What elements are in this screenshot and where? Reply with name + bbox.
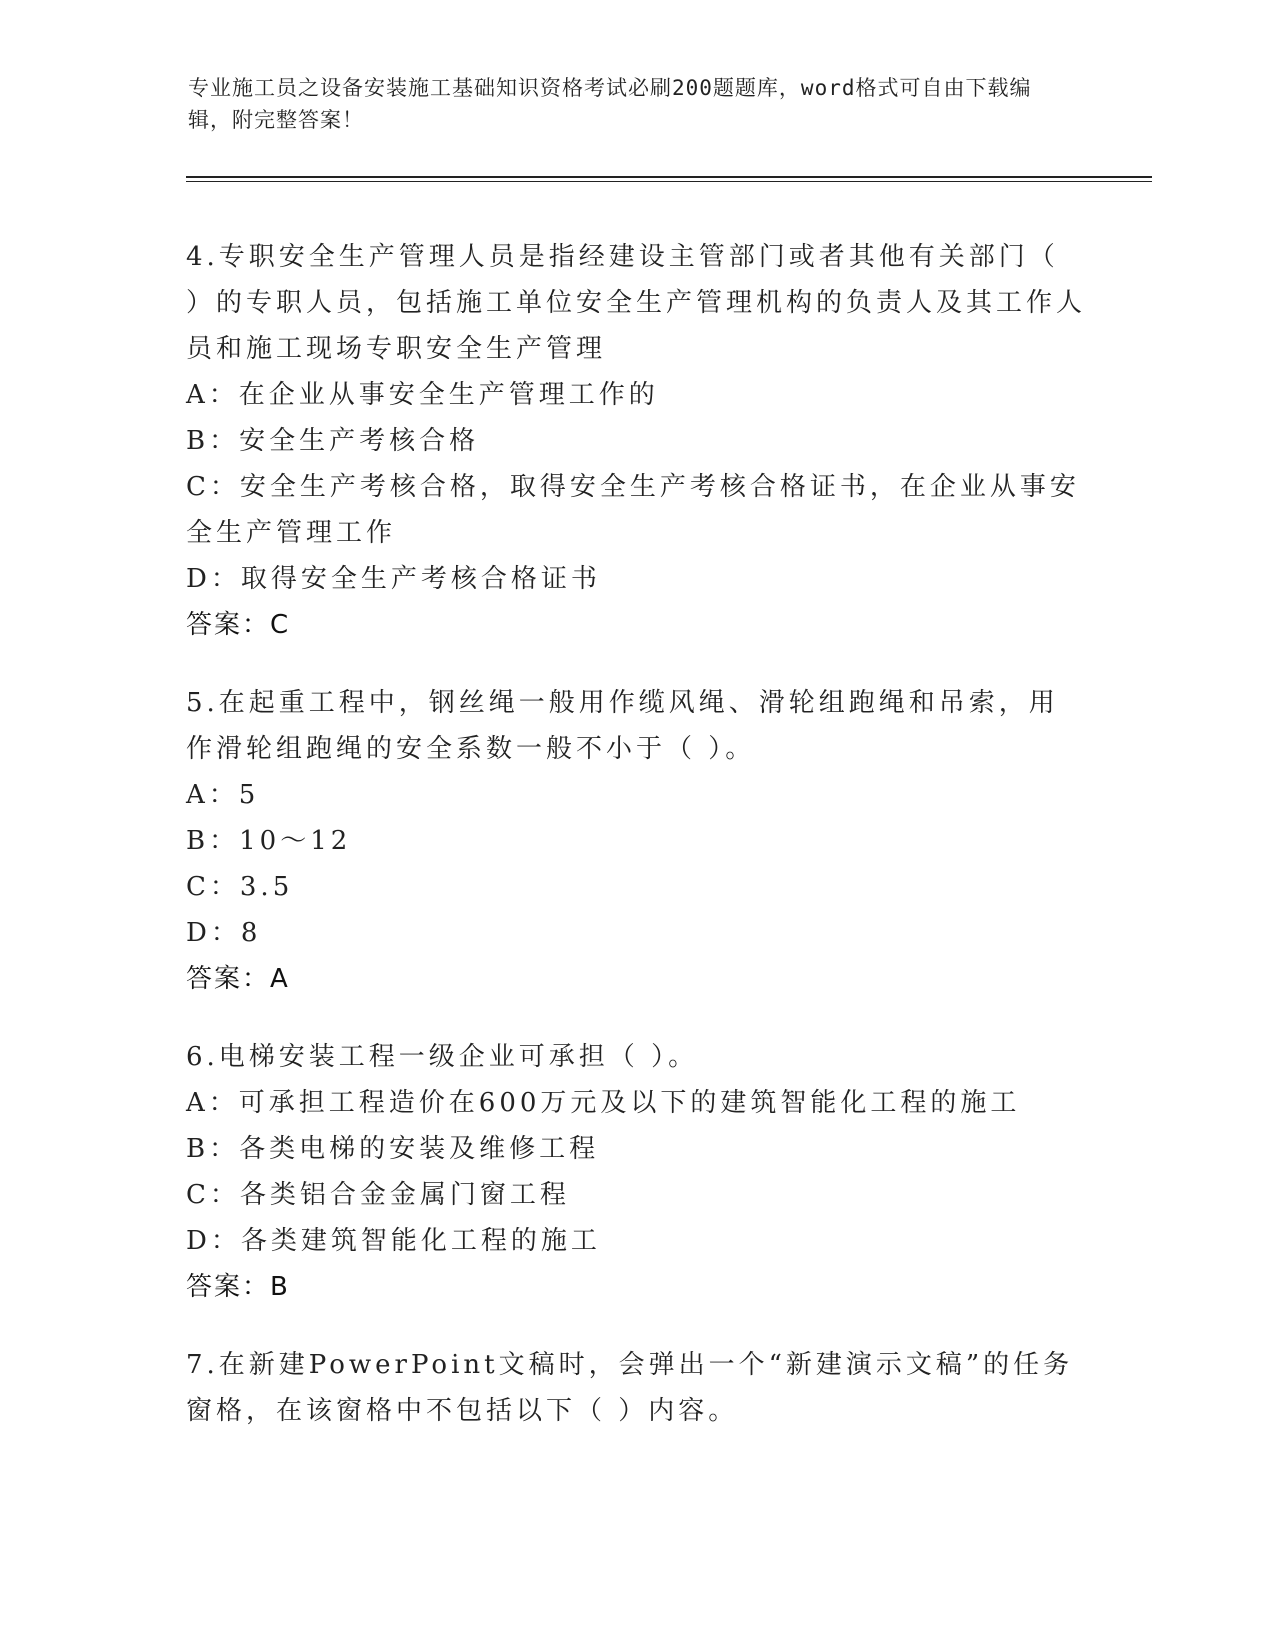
option-c: C：各类铝合金金属门窗工程: [186, 1180, 570, 1210]
question-7: [186, 1342, 1086, 1434]
answer-label: 答案：A: [186, 964, 290, 994]
option-b: B：各类电梯的安装及维修工程: [186, 1134, 600, 1164]
question-stem: 7.在新建PowerPoint文稿时，会弹出一个“新建演示文稿”的任务窗格，在该窗格中不包括以下（ ）内容。: [186, 1350, 1074, 1426]
option-a: A：可承担工程造价在600万元及以下的建筑智能化工程的施工: [186, 1088, 1021, 1118]
answer-label: 答案：C: [186, 610, 291, 640]
document-header: 专业施工员之设备安装施工基础知识资格考试必刷200题题库，word格式可自由下载编辑，附完整答案！: [188, 76, 1032, 132]
answer-label: 答案：B: [186, 1272, 290, 1302]
question-stem: 5.在起重工程中，钢丝绳一般用作缆风绳、滑轮组跑绳和吊索，用作滑轮组跑绳的安全系数一般不小于（ ）。: [186, 688, 1059, 764]
option-a: A：在企业从事安全生产管理工作的: [186, 380, 659, 410]
question-6: [186, 1034, 1086, 1310]
option-b: B：安全生产考核合格: [186, 426, 480, 456]
option-d: D：取得安全生产考核合格证书: [186, 564, 601, 594]
question-stem: 4.专职安全生产管理人员是指经建设主管部门或者其他有关部门（ ）的专职人员，包括施工单位安全生产管理机构的负责人及其工作人员和施工现场专职安全生产管理: [186, 242, 1087, 364]
header-divider-thick: [186, 176, 1152, 178]
option-a: A：5: [186, 780, 260, 810]
question-stem: 6.电梯安装工程一级企业可承担（ ）。: [186, 1042, 699, 1072]
question-4: [186, 234, 1086, 648]
option-d: D：8: [186, 918, 262, 948]
option-d: D：各类建筑智能化工程的施工: [186, 1226, 601, 1256]
option-b: B：10～12: [186, 826, 352, 856]
header-divider-thin: [186, 181, 1152, 182]
option-c: C：3.5: [186, 872, 294, 902]
option-c: C：安全生产考核合格，取得安全生产考核合格证书，在企业从事安全生产管理工作: [186, 472, 1080, 548]
question-5: [186, 680, 1086, 1002]
question-list: [186, 234, 1086, 1466]
